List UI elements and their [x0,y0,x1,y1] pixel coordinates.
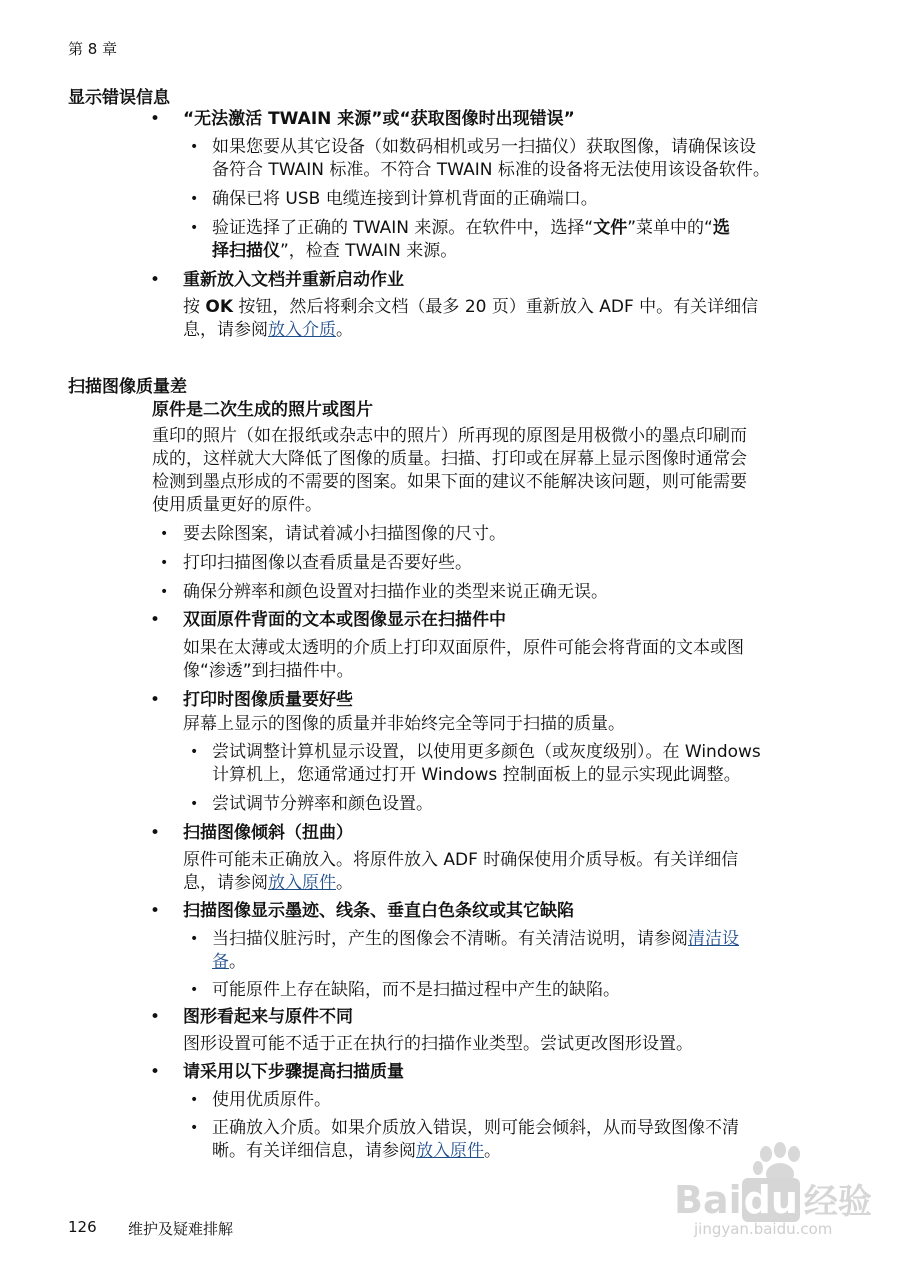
load-correctly-text-2: 晰。有关详细信息，请参阅放入原件。 [212,1141,501,1161]
sub-bullet: • [190,191,199,207]
quality-originals-text: 使用优质原件。 [212,1090,331,1110]
dirty-scanner-text-1: 当扫描仪脏污时，产生的图像会不清晰。有关清洁说明，请参阅清洁设 [212,929,739,949]
footer-title: 维护及疑难排解 [128,1220,234,1238]
link-load-media[interactable]: 放入介质 [268,320,336,340]
sub-bullet: • [190,796,199,812]
page-number: 126 [68,1218,97,1236]
print-better-heading: 打印时图像质量要好些 [183,690,353,710]
bullet: • [150,270,161,290]
twain-source-text-1: 验证选择了正确的 TWAIN 来源。在软件中，选择“文件”菜单中的“选 [212,218,730,238]
section-title-poor-quality: 扫描图像质量差 [68,377,187,397]
display-settings-text-1: 尝试调整计算机显示设置，以使用更多颜色（或灰度级别）。在 Windows [212,742,761,762]
item-twain-error-heading: “无法激活 TWAIN 来源”或“获取图像时出现错误” [183,109,575,129]
usb-cable-text: 确保已将 USB 电缆连接到计算机背面的正确端口。 [212,189,598,209]
watermark-cn: 经验 [803,1182,872,1222]
bullet: • [150,901,161,921]
original-defect-text: 可能原件上存在缺陷，而不是扫描过程中产生的缺陷。 [212,980,620,1000]
load-correctly-text-1: 正确放入介质。如果介质放入错误，则可能会倾斜，从而导致图像不清 [212,1118,739,1138]
reprint-text-4: 使用质量更好的原件。 [152,495,322,515]
sub-bullet: • [190,982,199,998]
sub-bullet: • [190,220,199,236]
improve-quality-heading: 请采用以下步骤提高扫描质量 [183,1062,404,1082]
skew-text-1: 原件可能未正确放入。将原件放入 ADF 时确保使用介质导板。有关详细信 [183,850,739,870]
duplex-text-2: 像“渗透”到扫描件中。 [183,661,354,681]
reprint-text-2: 成的，这样就大大降低了图像的质量。扫描、打印或在屏幕上显示图像时通常会 [152,449,747,469]
reprint-text-1: 重印的照片（如在报纸或杂志中的照片）所再现的原图是用极微小的墨点印刷而 [152,426,747,446]
sub-bullet: • [190,139,199,155]
bullet: • [150,109,161,129]
bullet: • [150,690,161,710]
link-load-originals-2[interactable]: 放入原件 [416,1141,484,1161]
link-load-originals[interactable]: 放入原件 [268,873,336,893]
bullet: • [150,823,161,843]
chapter-label: 第 8 章 [68,40,118,58]
watermark-brand-2: du [743,1178,798,1222]
display-settings-text-2: 计算机上，您通常通过打开 Windows 控制面板上的显示实现此调整。 [212,765,741,785]
print-better-text: 屏幕上显示的图像的质量并非始终完全等同于扫描的质量。 [183,714,625,734]
reprint-text-3: 检测到墨点形成的不需要的图案。如果下面的建议不能解决该问题，则可能需要 [152,472,747,492]
sub-bullet: • [160,555,169,571]
skew-text-2: 息，请参阅放入原件。 [183,873,353,893]
twain-device-text-1: 如果您要从其它设备（如数码相机或另一扫描仪）获取图像，请确保该设 [212,137,756,157]
bullet: • [150,610,161,630]
twain-device-text-2: 备符合 TWAIN 标准。不符合 TWAIN 标准的设备将无法使用该设备软件。 [212,160,770,180]
sub-bullet: • [160,584,169,600]
sub-bullet: • [190,1092,199,1108]
duplex-text-1: 如果在太薄或太透明的介质上打印双面原件，原件可能会将背面的文本或图 [183,638,744,658]
link-clean-device-cont[interactable]: 备 [212,952,229,972]
sub-bullet: • [160,526,169,542]
sub-bullet: • [190,1120,199,1136]
reload-text-2: 息，请参阅放入介质。 [183,320,353,340]
adjust-resolution-text: 尝试调节分辨率和颜色设置。 [212,794,433,814]
baidu-watermark [674,1140,884,1240]
print-scan-text: 打印扫描图像以查看质量是否要好些。 [183,553,472,573]
bullet: • [150,1007,161,1027]
resolution-text: 确保分辨率和颜色设置对扫描作业的类型来说正确无误。 [183,582,608,602]
reload-text-1: 按 OK 按钮，然后将剩余文档（最多 20 页）重新放入 ADF 中。有关详细信 [183,297,759,317]
defects-heading: 扫描图像显示墨迹、线条、垂直白色条纹或其它缺陷 [183,901,574,921]
link-clean-device[interactable]: 清洁设 [688,929,739,949]
graphics-heading: 图形看起来与原件不同 [183,1007,353,1027]
section-title-error-messages: 显示错误信息 [68,88,170,108]
reduce-size-text: 要去除图案，请试着减小扫描图像的尺寸。 [183,524,506,544]
watermark-brand: Bai [674,1178,742,1222]
twain-source-text-2: 择扫描仪”，检查 TWAIN 来源。 [212,241,458,261]
graphics-text: 图形设置可能不适于正在执行的扫描作业类型。尝试更改图形设置。 [183,1034,693,1054]
bullet: • [150,1062,161,1082]
skew-heading: 扫描图像倾斜（扭曲） [183,823,353,843]
item-reload-heading: 重新放入文档并重新启动作业 [183,270,404,290]
sub-bullet: • [190,744,199,760]
dirty-scanner-text-2: 备。 [212,952,246,972]
sub-bullet: • [190,931,199,947]
reprint-heading: 原件是二次生成的照片或图片 [152,400,373,420]
duplex-heading: 双面原件背面的文本或图像显示在扫描件中 [183,610,506,630]
watermark-url: jingyan.baidu.com [694,1220,833,1238]
